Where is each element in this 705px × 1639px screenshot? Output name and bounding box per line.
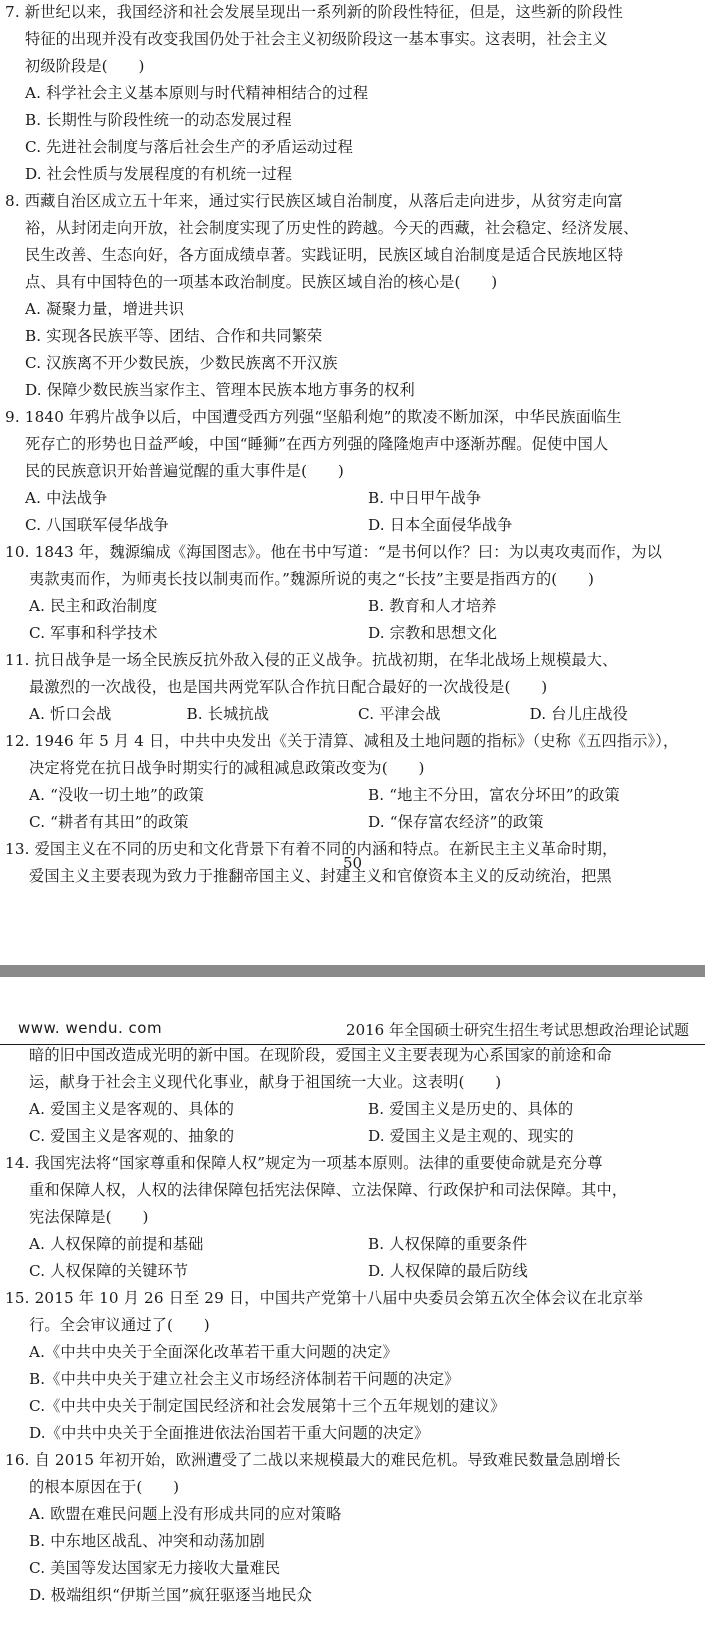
- answer-option: C. “耕者有其田”的政策: [29, 813, 189, 831]
- question-block: [5, 1447, 691, 1609]
- answer-option: A. 欧盟在难民问题上没有形成共同的应对策略: [29, 1505, 342, 1523]
- answer-option-row: [5, 1096, 691, 1123]
- question-stem-line: 民生改善、生态向好，各方面成绩卓著。实践证明，民族区域自治制度是适合民族地区特: [25, 246, 624, 264]
- question-stem: 8. 西藏自治区成立五十年来，通过实行民族区域自治制度，从落后走向进步，从贫穷走向富: [5, 192, 623, 210]
- answer-option-row: [5, 701, 691, 728]
- answer-option-row: [5, 620, 691, 647]
- answer-option: B. 教育和人才培养: [368, 597, 497, 615]
- page-separator: [0, 965, 705, 977]
- question-stem: 9. 1840 年鸦片战争以后，中国遭受西方列强“坚船利炮”的欺凌不断加深，中华民族面临生: [5, 408, 622, 426]
- answer-option: C. 美国等发达国家无力接收大量难民: [29, 1559, 281, 1577]
- question-block: [5, 728, 691, 836]
- question-stem-line: 爱国主义主要表现为致力于推翻帝国主义、封建主义和官僚资本主义的反动统治，把黑: [29, 867, 612, 885]
- answer-option: C.《中共中央关于制定国民经济和社会发展第十三个五年规划的建议》: [29, 1397, 506, 1415]
- answer-option: D. 极端组织“伊斯兰国”疯狂驱逐当地民众: [29, 1586, 312, 1604]
- question-stem-line: 特征的出现并没有改变我国仍处于社会主义初级阶段这一基本事实。这表明，社会主义: [25, 30, 608, 48]
- question-block: [5, 1285, 691, 1447]
- answer-option: A. 忻口会战: [29, 705, 112, 723]
- answer-option: A.《中共中央关于全面深化改革若干重大问题的决定》: [29, 1343, 398, 1361]
- question-stem: 7. 新世纪以来，我国经济和社会发展呈现出一系列新的阶段性特征，但是，这些新的阶段性: [5, 3, 623, 21]
- website-url: www. wendu. com: [18, 1019, 163, 1037]
- answer-option: C. 汉族离不开少数民族，少数民族离不开汉族: [25, 354, 338, 372]
- answer-option: B.《中共中央关于建立社会主义市场经济体制若干问题的决定》: [29, 1370, 460, 1388]
- answer-option: B. “地主不分田，富农分坏田”的政策: [368, 786, 620, 804]
- question-stem-line: 初级阶段是( ): [25, 57, 145, 75]
- question-stem: 15. 2015 年 10 月 26 日至 29 日，中国共产党第十八届中央委员会第五次全体会议在北京举: [5, 1289, 644, 1307]
- question-stem-line: 民的民族意识开始普遍觉醒的重大事件是( ): [25, 462, 344, 480]
- question-block: [5, 539, 691, 647]
- answer-option: A. 人权保障的前提和基础: [29, 1235, 204, 1253]
- question-block: [5, 1042, 691, 1150]
- question-stem-line: 最激烈的一次战役，也是国共两党军队合作抗日配合最好的一次战役是( ): [29, 678, 548, 696]
- page-number: 50: [342, 854, 363, 872]
- question-stem: 11. 抗日战争是一场全民族反抗外敌入侵的正义战争。抗战初期，在华北战场上规模最大、: [5, 651, 618, 669]
- answer-option: C. 先进社会制度与落后社会生产的矛盾运动过程: [25, 138, 353, 156]
- question-stem: 13. 爱国主义在不同的历史和文化背景下有着不同的内涵和特点。在新民主主义革命时期，: [5, 840, 618, 858]
- answer-option: D. “保存富农经济”的政策: [368, 813, 544, 831]
- answer-option: B. 长城抗战: [186, 705, 270, 723]
- question-block: [5, 647, 691, 728]
- question-block: [5, 1150, 691, 1285]
- answer-option-row: [5, 593, 691, 620]
- answer-option-row: [5, 1123, 691, 1150]
- answer-option: A. 科学社会主义基本原则与时代精神相结合的过程: [25, 84, 369, 102]
- answer-option: C. 平津会战: [358, 705, 441, 723]
- question-block: [5, 0, 691, 188]
- answer-option: B. 中日甲午战争: [368, 489, 482, 507]
- answer-option-row: [5, 1231, 691, 1258]
- question-stem-line: 宪法保障是( ): [29, 1208, 149, 1226]
- question-stem-line: 行。全会审议通过了( ): [29, 1316, 210, 1334]
- question-stem-line: 夷款夷而作，为师夷长技以制夷而作。”魏源所说的夷之“长技”主要是指西方的( ): [29, 570, 595, 588]
- question-stem: 10. 1843 年，魏源编成《海国图志》。他在书中写道：“是书何以作？曰：为以夷攻夷而作，为以: [5, 543, 662, 561]
- answer-option: B. 实现各民族平等、团结、合作和共同繁荣: [25, 327, 323, 345]
- answer-option: C. 人权保障的关键环节: [29, 1262, 189, 1280]
- answer-option: D. 台儿庄战役: [529, 705, 628, 723]
- answer-option: A. “没收一切土地”的政策: [29, 786, 204, 804]
- question-stem: 16. 自 2015 年初开始，欧洲遭受了二战以来规模最大的难民危机。导致难民数量急剧增长: [5, 1451, 621, 1469]
- answer-option: C. 爱国主义是客观的、抽象的: [29, 1127, 235, 1145]
- answer-option-row: [5, 1258, 691, 1285]
- question-stem: 暗的旧中国改造成光明的新中国。在现阶段，爱国主义主要表现为心系国家的前途和命: [29, 1046, 612, 1064]
- answer-option: C. 八国联军侵华战争: [25, 516, 169, 534]
- answer-option: A. 凝聚力量，增进共识: [25, 300, 185, 318]
- answer-option: C. 军事和科学技术: [29, 624, 158, 642]
- page-header: [0, 1015, 705, 1045]
- answer-option-row: [5, 512, 691, 539]
- exam-page-51: [0, 1015, 705, 1639]
- answer-option: B. 长期性与阶段性统一的动态发展过程: [25, 111, 292, 129]
- answer-option: D. 社会性质与发展程度的有机统一过程: [25, 165, 293, 183]
- question-stem-line: 裕，从封闭走向开放，社会制度实现了历史性的跨越。今天的西藏，社会稳定、经济发展、: [25, 219, 639, 237]
- answer-option: A. 爱国主义是客观的、具体的: [29, 1100, 235, 1118]
- question-stem-line: 的根本原因在于( ): [29, 1478, 180, 1496]
- answer-option: B. 中东地区战乱、冲突和动荡加剧: [29, 1532, 265, 1550]
- question-block: [5, 404, 691, 539]
- question-stem-line: 死存亡的形势也日益严峻，中国“睡狮”在西方列强的隆隆炮声中逐渐苏醒。促使中国人: [25, 435, 609, 453]
- answer-option: D. 人权保障的最后防线: [368, 1262, 528, 1280]
- question-stem-line: 决定将党在抗日战争时期实行的减租减息政策改变为( ): [29, 759, 425, 777]
- answer-option: B. 爱国主义是历史的、具体的: [368, 1100, 574, 1118]
- question-stem-line: 重和保障人权，人权的法律保障包括宪法保障、立法保障、行政保护和司法保障。其中，: [29, 1181, 628, 1199]
- question-stem: 12. 1946 年 5 月 4 日，中共中央发出《关于清算、减租及土地问题的指标》（史称《五四指示》），: [5, 732, 679, 750]
- question-stem: 14. 我国宪法将“国家尊重和保障人权”规定为一项基本原则。法律的重要使命就是充分尊: [5, 1154, 603, 1172]
- answer-option: D. 爱国主义是主观的、现实的: [368, 1127, 574, 1145]
- page-51-content: [0, 1042, 705, 1609]
- answer-option-row: [5, 782, 691, 809]
- answer-option: D.《中共中央关于全面推进依法治国若干重大问题的决定》: [29, 1424, 430, 1442]
- answer-option-row: [5, 809, 691, 836]
- answer-option: D. 宗教和思想文化: [368, 624, 498, 642]
- answer-option: B. 人权保障的重要条件: [368, 1235, 528, 1253]
- answer-option: D. 保障少数民族当家作主、管理本民族本地方事务的权利: [25, 381, 415, 399]
- answer-option: A. 民主和政治制度: [29, 597, 158, 615]
- exam-title: 2016 年全国硕士研究生招生考试思想政治理论试题: [346, 1021, 689, 1039]
- question-stem-line: 运，献身于社会主义现代化事业，献身于祖国统一大业。这表明( ): [29, 1073, 502, 1091]
- answer-option-row: [5, 485, 691, 512]
- question-stem-line: 点、具有中国特色的一项基本政治制度。民族区域自治的核心是( ): [25, 273, 498, 291]
- question-block: [5, 188, 691, 404]
- answer-option: D. 日本全面侵华战争: [368, 516, 513, 534]
- answer-option: A. 中法战争: [25, 489, 108, 507]
